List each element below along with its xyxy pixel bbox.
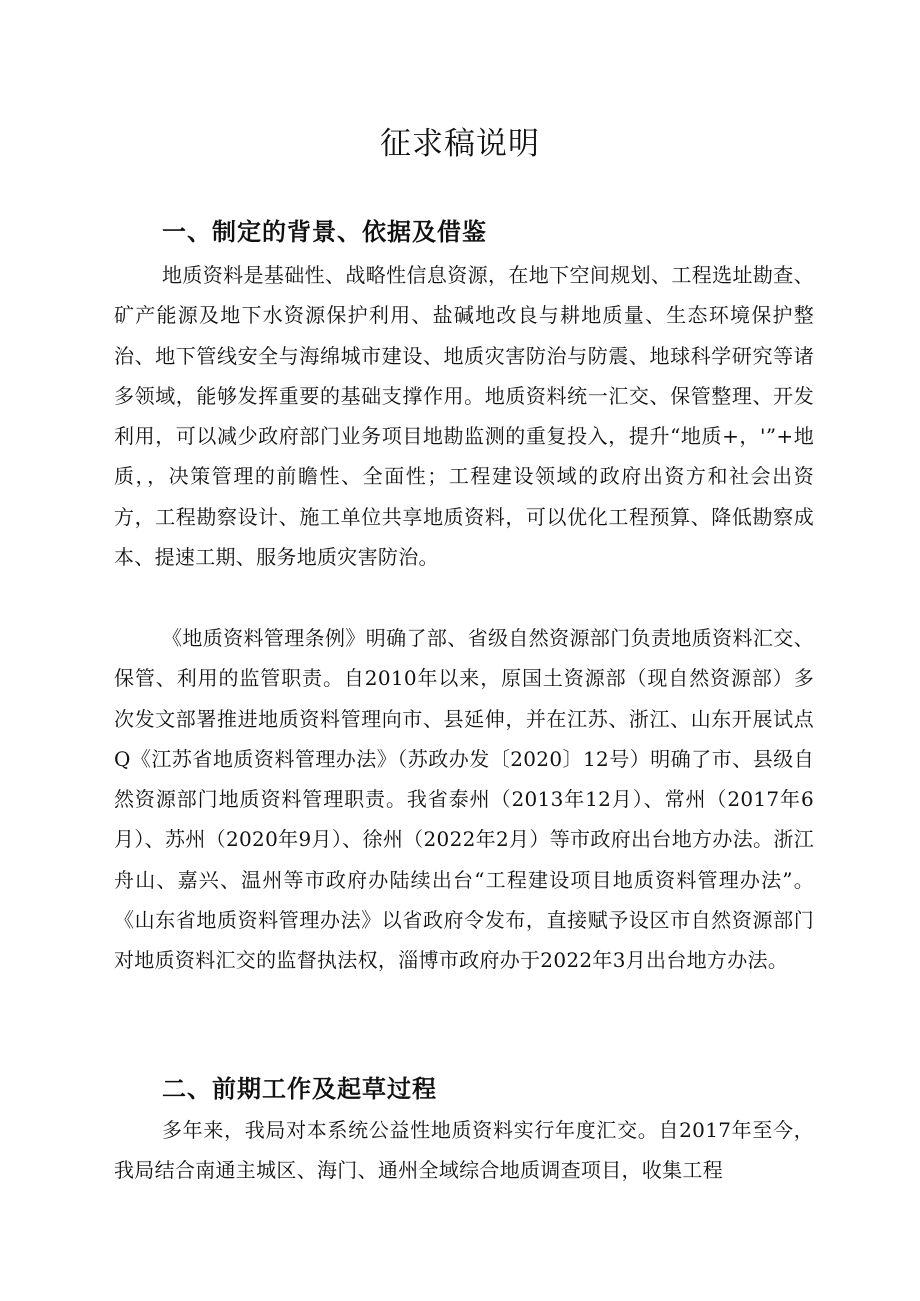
paragraph-preliminary-work-1: 多年来，我局对本系统公益性地质资料实行年度汇交。自2017年至今，我局结合南通主城区、海门、通州全域综合地质调查项目，收集工程: [114, 1118, 814, 1183]
paragraph-background-1: 地质资料是基础性、战略性信息资源，在地下空间规划、工程选址勘查、矿产能源及地下水资源保护利用、盐碱地改良与耕地质量、生态环境保护整治、地下管线安全与海绵城市建设、地质灾害防治与防震、地球科学研究等诸多领域，能够发挥重要的基础支撑作用。地质资料统一汇交、保管整理、开发利用，可以减少政府部门业务项目地勘监测的重复投入，提升“地质+，'”+地质，，决策管理的前瞻性、全面性；工程建设领域的政府出资方和社会出资方，工程勘察设计、施工单位共享地质资料，可以优化工程预算、降低勘察成本、提速工期、服务地质灾害防治。: [114, 263, 814, 570]
section-heading-background: 一、制定的背景、依据及借鉴: [162, 218, 487, 246]
section-heading-preliminary-work: 二、前期工作及起草过程: [162, 1075, 437, 1103]
document-title: 征求稿说明: [380, 126, 540, 162]
paragraph-background-2: 《地质资料管理条例》明确了部、省级自然资源部门负责地质资料汇交、保管、利用的监管职责。自2010年以来，原国土资源部（现自然资源部）多次发文部署推进地质资料管理向市、县延伸，并在江苏、浙江、山东开展试点Q《江苏省地质资料管理办法》（苏政办发〔2020〕12号）明确了市、县级自然资源部门地质资料管理职责。我省泰州（2013年12月）、常州（2017年6月）、苏州（2020年9月）、徐州（2022年2月）等市政府出台地方办法。浙江舟山、嘉兴、温州等市政府办陆续出台“工程建设项目地质资料管理办法”。《山东省地质资料管理办法》以省政府令发布，直接赋予设区市自然资源部门对地质资料汇交的监督执法权，淄博市政府办于2022年3月出台地方办法。: [114, 626, 814, 973]
